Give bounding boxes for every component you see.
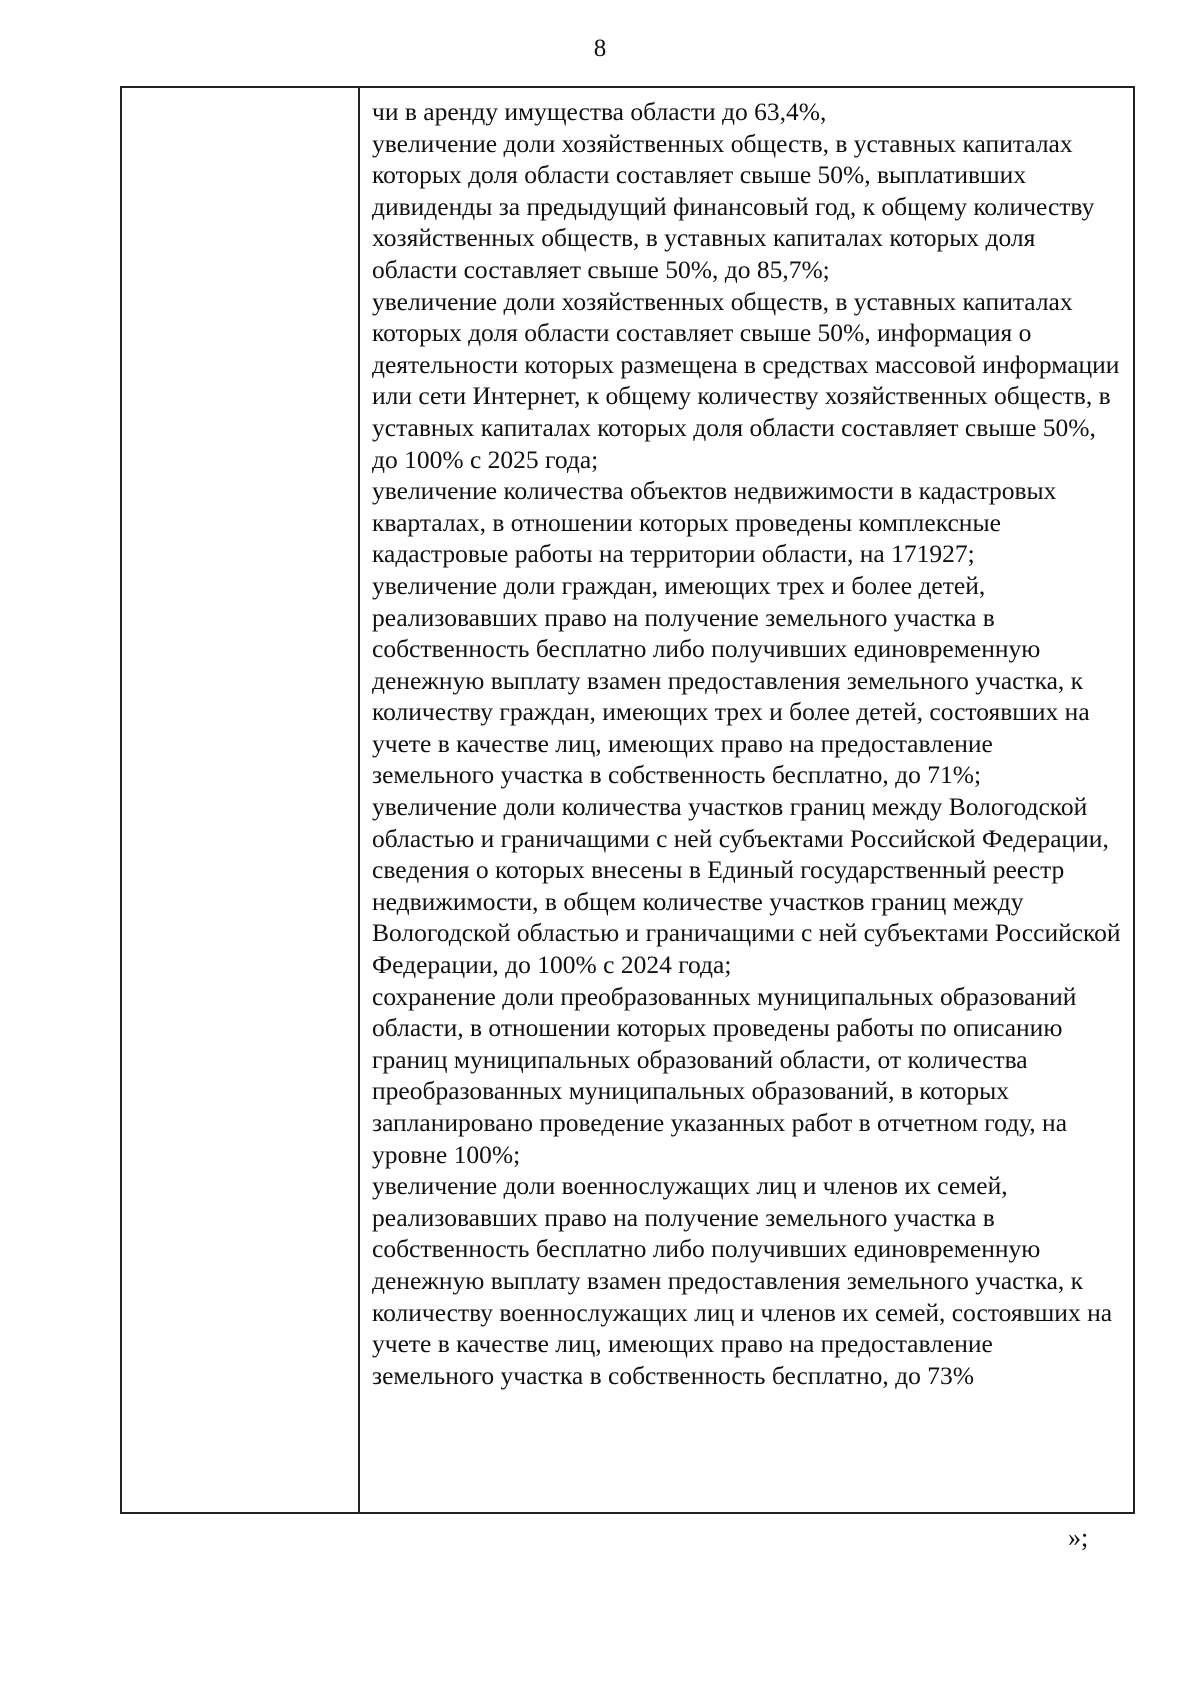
paragraph-municipal-borders: сохранение доли преобразованных муниципальных образований области, в отношении которых проведены работы по описанию границ муниципальных образований области, от количества преобразованных муниципальных образований, в которых запланировано проведение указанных работ в отчетном году, на уровне 100%; [372,981,1077,1169]
paragraph-military-families-land: увеличение доли военнослужащих лиц и членов их семей, реализовавших право на получение земельного участка в собственность бесплатно либо получивших единовременную денежную выплату взамен предоставления земельного участка, к количеству военнослужащих лиц и членов их семей, состоявших на учете в качестве лиц, имеющих право на предоставление земельного участка в собственность бесплатно, до 73% [372,1171,1113,1390]
table-left-cell [122,88,360,1512]
document-table [120,86,1135,1514]
paragraph-cadastral-objects: увеличение количества объектов недвижимости в кадастровых кварталах, в отношении которых проведены комплексные кадастровые работы на территории области, на 171927; [372,476,1057,569]
paragraph-information-share: увеличение доли хозяйственных обществ, в уставных капиталах которых доля области составляет свыше 50%, информация о деятельности которых размещена в средствах массовой информации или сети Интернет, к общему количеству хозяйственных обществ, в уставных капиталах которых доля области составляет свыше 50%, до 100% с 2025 года; [372,286,1120,474]
table-right-cell [360,88,1133,1512]
closing-quote-mark: »; [1068,1523,1089,1552]
paragraph-border-sections: увеличение доли количества участков границ между Вологодской областью и граничащими с ней субъектами Российской Федерации, сведения о которых внесены в Единый государственный реестр недвижимости, в общем количестве участков границ между Вологодской областью и граничащими с ней субъектами Российской Федерации, до 100% с 2024 года; [372,792,1121,980]
paragraph-lease-share: чи в аренду имущества области до 63,4%, [372,97,827,126]
paragraph-large-families-land: увеличение доли граждан, имеющих трех и более детей, реализовавших право на получение земельного участка в собственность бесплатно либо получивших единовременную денежную выплату взамен предоставления земельного участка, к количеству граждан, имеющих трех и более детей, состоявших на учете в качестве лиц, имеющих право на предоставление земельного участка в собственность бесплатно, до 71%; [372,570,1090,790]
page-number: 8 [593,35,607,62]
paragraph-dividends-share: увеличение доли хозяйственных обществ, в уставных капиталах которых доля области составляет свыше 50%, выплативших дивиденды за предыдущий финансовый год, к общему количеству хозяйственных обществ, в уставных капиталах которых доля области составляет свыше 50%, до 85,7%; [372,128,1095,284]
